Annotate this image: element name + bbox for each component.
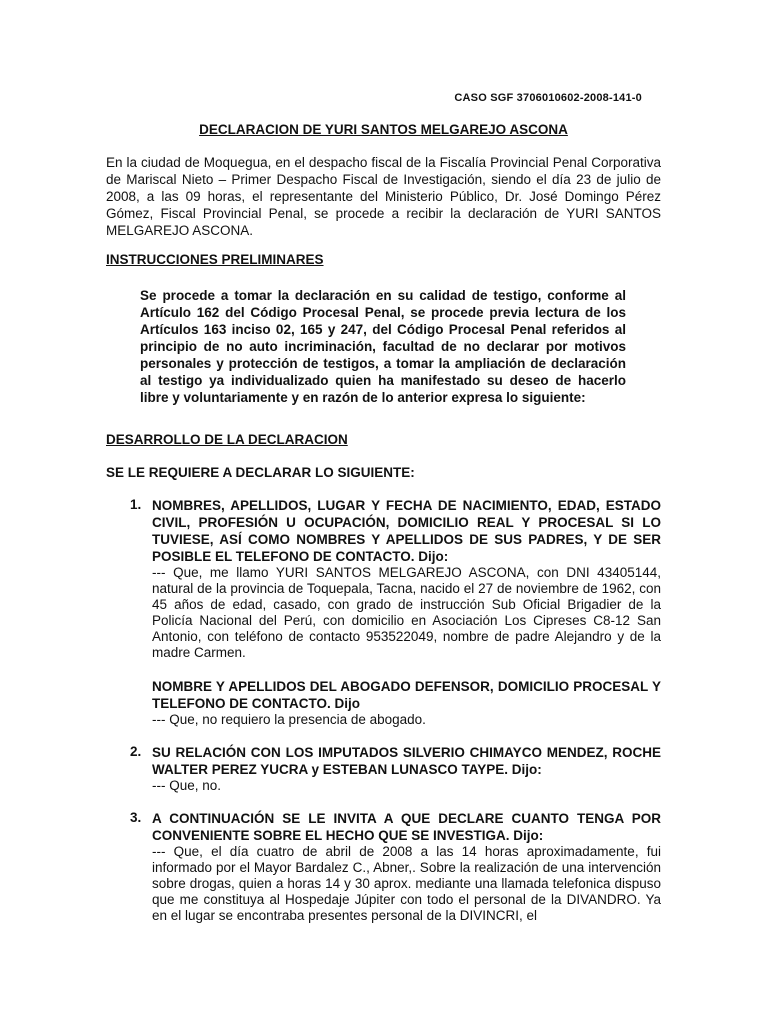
intro-paragraph: En la ciudad de Moquegua, en el despacho fiscal de la Fiscalía Provincial Penal Corporativa de Mariscal Nieto – Primer Despacho Fiscal de Investigación, siendo el día 23 de julio de 2008, a las 09 horas, el representante del Ministerio Público, Dr. José Domingo Pérez Gómez, Fiscal Provincial Penal, se procede a recibir la declaración de YURI SANTOS MELGAREJO ASCONA. [106, 155, 661, 238]
preliminary-heading: INSTRUCCIONES PRELIMINARES [106, 252, 324, 267]
lawyer-question-block [152, 678, 661, 728]
item-question: A CONTINUACIÓN SE LE INVITA A QUE DECLARE CUANTO TENGA POR CONVENIENTE SOBRE EL HECHO QUE SE INVESTIGA. Dijo: [152, 811, 661, 843]
lawyer-answer: --- Que, no requiero la presencia de abogado. [152, 712, 426, 727]
list-item [130, 744, 661, 794]
development-heading: DESARROLLO DE LA DECLARACION [106, 432, 348, 447]
list-item [130, 810, 661, 924]
item-answer: --- Que, me llamo YURI SANTOS MELGAREJO ASCONA, con DNI 43405144, natural de la provincia de Toquepala, Tacna, nacido el 27 de noviembre de 1962, con 45 años de edad, casado, con grado de instrucción Sub Oficial Brigadier de la Policía Nacional del Perú, con domicilio en Asociación Los Cipreses C8-12 San Antonio, con teléfono de contacto 953522049, nombre de padre Alejandro y de la madre Carmen. [152, 565, 661, 660]
item-answer: --- Que, no. [152, 778, 222, 793]
item-number: 2. [130, 744, 142, 759]
request-heading: SE LE REQUIERE A DECLARAR LO SIGUIENTE: [106, 465, 415, 480]
preliminary-instructions: Se procede a tomar la declaración en su calidad de testigo, conforme al Artículo 162 del Código Procesal Penal, se procede previa lectura de los Artículos 163 inciso 02, 165 y 247, del Código Procesal Penal referidos al principio de no auto incriminación, facultad de no declarar por motivos personales y protección de testigos, a tomar la ampliación de declaración al testigo ya individualizado quien ha manifestado su deseo de hacerlo libre y voluntariamente y en razón de lo anterior expresa lo siguiente: [140, 288, 626, 405]
lawyer-question: NOMBRE Y APELLIDOS DEL ABOGADO DEFENSOR, DOMICILIO PROCESAL Y TELEFONO DE CONTACTO. Dijo [152, 679, 661, 711]
item-answer: --- Que, el día cuatro de abril de 2008 a las 14 horas aproximadamente, fui informado por el Mayor Bardalez C., Abner,. Sobre la realización de una intervención sobre drogas, quien a horas 14 y 30 aprox. mediante una llamada telefonica dispuso que me constituya al Hospedaje Júpiter con todo el personal de la DIVANDRO. Ya en el lugar se encontraba presentes personal de la DIVINCRI, el [152, 844, 661, 923]
item-question: SU RELACIÓN CON LOS IMPUTADOS SILVERIO CHIMAYCO MENDEZ, ROCHE WALTER PEREZ YUCRA y ESTEBAN LUNASCO TAYPE. Dijo: [152, 745, 661, 777]
item-number: 1. [130, 497, 142, 512]
item-question: NOMBRES, APELLIDOS, LUGAR Y FECHA DE NACIMIENTO, EDAD, ESTADO CIVIL, PROFESIÓN U OCUPACIÓN, DOMICILIO REAL Y PROCESAL SI LO TUVIESE, ASÍ COMO NOMBRES Y APELLIDOS DE SUS PADRES, Y DE SER POSIBLE EL TELEFONO DE CONTACTO. Dijo: [152, 498, 661, 564]
list-item [130, 497, 661, 661]
document-title: DECLARACION DE YURI SANTOS MELGAREJO ASCONA [199, 122, 568, 137]
item-number: 3. [130, 810, 142, 825]
case-number: CASO SGF 3706010602-2008-141-0 [454, 92, 642, 104]
